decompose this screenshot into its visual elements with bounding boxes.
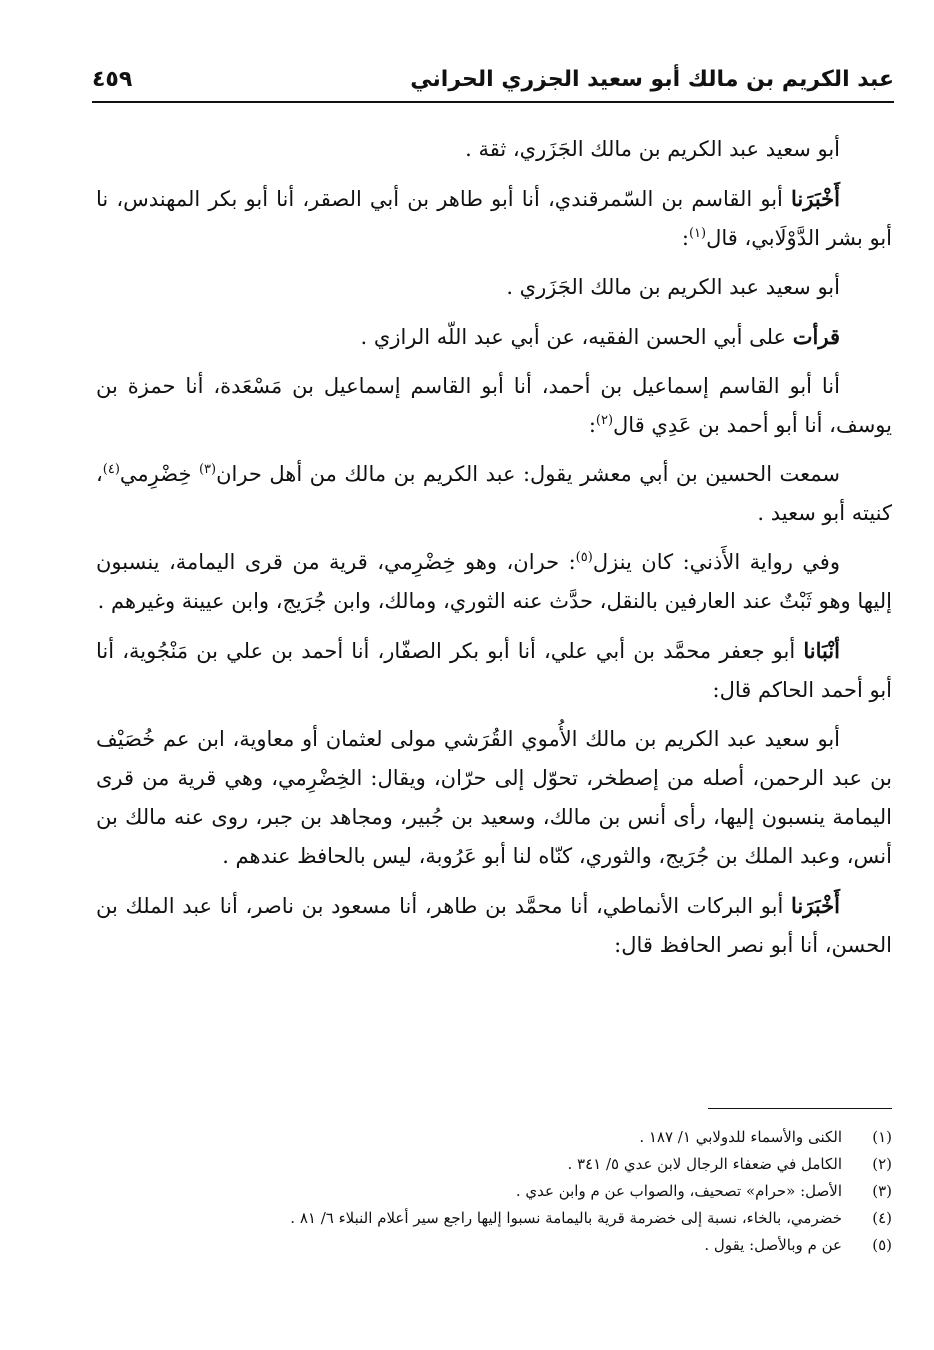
footnote-ref: (٤) bbox=[102, 462, 120, 477]
paragraph-7: وفي رواية الأَذني: كان ينزل$^{(٥)}$: حران، وهو خِضْرِمي، قرية من قرى اليمامة، ينسبون إليها وهو ثَبْتٌ عند العارفين بالنقل، حدَّث عنه الثوري، ومالك، وابن جُرَيج، وابن عيينة وغيرهم . bbox=[96, 550, 892, 613]
footnote-item bbox=[96, 1232, 892, 1259]
narration-lead: أنْبَانا bbox=[803, 638, 840, 663]
paragraph-1: أبو سعيد عبد الكريم بن مالك الجَزَري، ثقة . bbox=[465, 137, 840, 161]
footnote-text: الأصل: «حرام» تصحيف، والصواب عن م وابن عدي . bbox=[515, 1182, 842, 1200]
footnote-ref: (١) bbox=[688, 226, 707, 241]
narration-lead: قرأت bbox=[792, 324, 840, 349]
footnote-number: (٥) bbox=[872, 1236, 892, 1254]
footnote-text: الكنى والأسماء للدولابي ١/ ١٨٧ . bbox=[639, 1128, 842, 1146]
footnote-number: (١) bbox=[872, 1128, 892, 1146]
paragraph-9: أبو سعيد عبد الكريم بن مالك الأُموي القُرَشي مولى لعثمان أو معاوية، ابن عم خُصَيْف بن عبد الرحمن، أصله من إصطخر، تحوّل إلى حرّان، ويقال: الخِضْرِمي، وهي قرية من قرى اليمامة ينسبون إليها، رأى أنس بن مالك، وسعيد بن جُبير، ومجاهد بن جبر، روى عنه مالك بن أنس، وعبد الملك بن جُرَيج، والثوري، كنّاه لنا أبو عَرُوبة، ليس بالحافظ عندهم . bbox=[96, 727, 892, 868]
paragraph-5: أنا أبو القاسم إسماعيل بن أحمد، أنا أبو القاسم إسماعيل بن مَسْعَدة، أنا حمزة بن يوسف، أنا أبو أحمد بن عَدِي قال$^{(٢)}$: bbox=[96, 374, 892, 437]
footnote-text: عن م وبالأصل: يقول . bbox=[704, 1236, 842, 1254]
paragraph-2: أَخْبَرَنا أبو القاسم بن السّمرقندي، أنا أبو طاهر بن أبي الصقر، أنا أبو بكر المهندس، نا أبو بشر الدَّوْلَابي، قال$^{(١)}$: bbox=[96, 186, 892, 250]
footnote-ref: (٣) bbox=[198, 462, 217, 477]
header-title: عبد الكريم بن مالك أبو سعيد الجزري الحراني bbox=[410, 66, 894, 92]
paragraph-4: قرأت على أبي الحسن الفقيه، عن أبي عبد اللّه الرازي . bbox=[360, 324, 840, 349]
footnote-ref: (٢) bbox=[595, 413, 614, 428]
footnote-item bbox=[96, 1124, 892, 1151]
footnote-number: (٢) bbox=[872, 1155, 892, 1173]
footnote-text: الكامل في ضعفاء الرجال لابن عدي ٥/ ٣٤١ . bbox=[567, 1155, 842, 1173]
paragraph-3: أبو سعيد عبد الكريم بن مالك الجَزَري . bbox=[506, 275, 840, 299]
footnotes bbox=[96, 1124, 892, 1259]
narration-lead: أَخْبَرَنا bbox=[791, 186, 840, 211]
paragraph-8: أنْبَانا أبو جعفر محمَّد بن أبي علي، أنا أبو بكر الصفّار، أنا أحمد بن علي بن مَنْجُوية، أنا أبو أحمد الحاكم قال: bbox=[96, 638, 892, 702]
footnote-item bbox=[96, 1178, 892, 1205]
footnote-number: (٣) bbox=[872, 1182, 892, 1200]
footnote-ref: (٥) bbox=[575, 550, 593, 565]
narration-lead: أَخْبَرَنا bbox=[791, 893, 840, 918]
paragraph-10: أَخْبَرَنا أبو البركات الأنماطي، أنا محمَّد بن طاهر، أنا مسعود بن ناصر، أنا عبد الملك بن الحسن، أنا أبو نصر الحافظ قال: bbox=[96, 893, 892, 957]
footnote-text: خضرمي، بالخاء، نسبة إلى خضرمة قرية باليمامة نسبوا إليها راجع سير أعلام النبلاء ٦/ ٨١ . bbox=[290, 1209, 842, 1227]
footnote-item bbox=[96, 1151, 892, 1178]
main-text bbox=[96, 130, 892, 975]
running-header bbox=[92, 62, 894, 96]
header-rule bbox=[92, 101, 894, 103]
page-number: ٤٥٩ bbox=[92, 66, 133, 92]
paragraph-6: سمعت الحسين بن أبي معشر يقول: عبد الكريم بن مالك من أهل حران$^{(٣)}$ خِضْرِمي$^{(٤)}$، كنيته أبو سعيد . bbox=[96, 462, 892, 525]
footnote-rule bbox=[708, 1108, 892, 1109]
footnote-item bbox=[96, 1205, 892, 1232]
footnote-number: (٤) bbox=[872, 1209, 892, 1227]
